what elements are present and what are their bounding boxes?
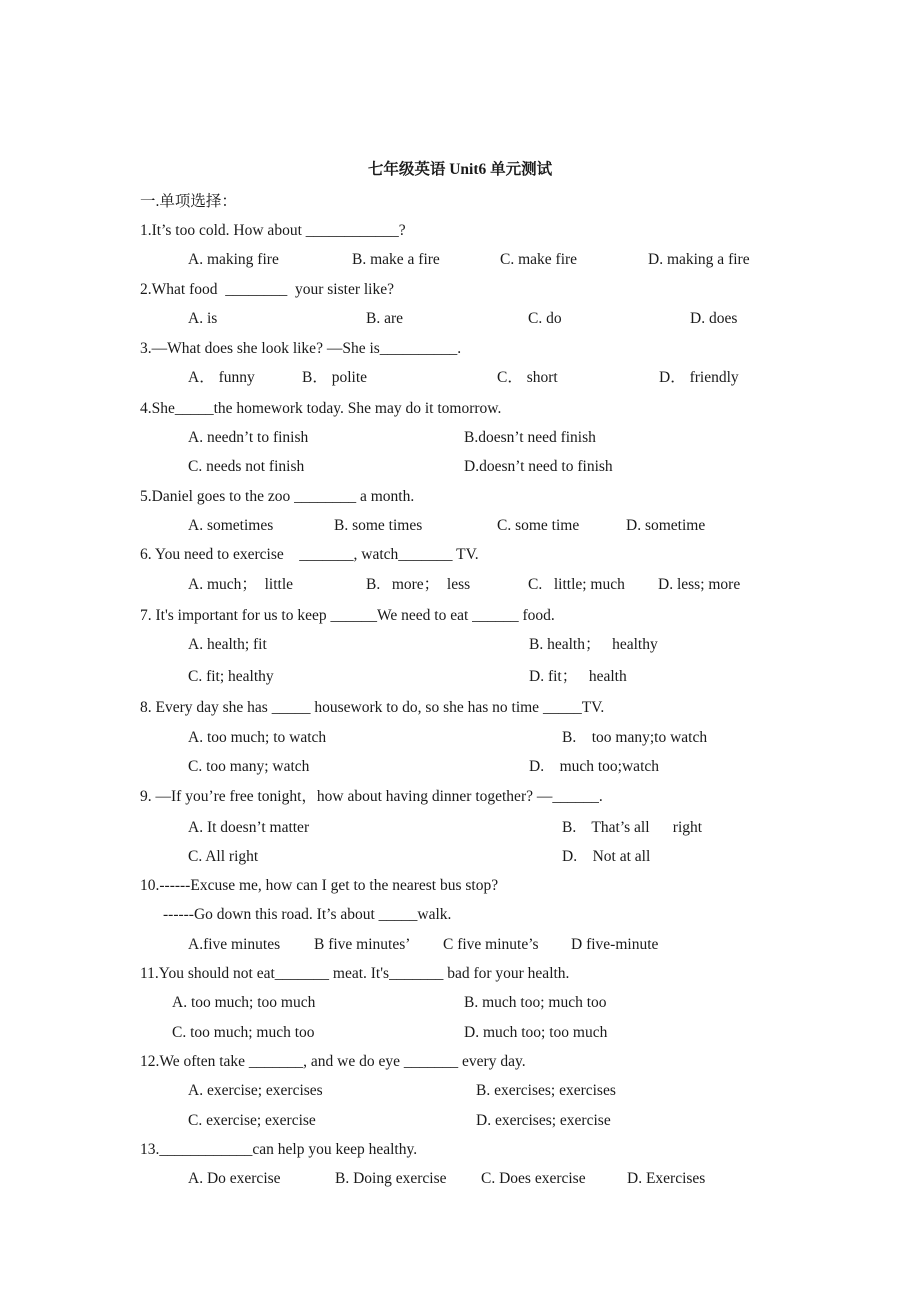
option: D. less; more	[658, 576, 741, 593]
option: A. Do exercise	[188, 1170, 281, 1187]
option: D. exercises; exercise	[476, 1112, 611, 1129]
option: C. too much; much too	[172, 1024, 315, 1041]
option: B. Doing exercise	[335, 1170, 447, 1187]
question-9: 9. —If you’re free tonight，how about having dinner together? —______.	[140, 788, 603, 805]
option: C. exercise; exercise	[188, 1112, 316, 1129]
question-4: 4.She_____the homework today. She may do it tomorrow.	[140, 400, 502, 417]
question-8: 8. Every day she has _____ housework to do, so she has no time _____TV.	[140, 699, 605, 716]
question-1: 1.It’s too cold. How about ____________?	[140, 222, 406, 239]
option: C five minute’s	[443, 936, 539, 953]
option: C. some time	[497, 517, 580, 534]
option: B. much too; much too	[464, 994, 607, 1011]
option: A.five minutes	[188, 936, 281, 953]
question-2: 2.What food ________ your sister like?	[140, 281, 394, 298]
option: A. too much; too much	[172, 994, 316, 1011]
question-3: 3.—What does she look like? —She is__________.	[140, 340, 462, 357]
option: A. needn’t to finish	[188, 429, 309, 446]
option: B. make a fire	[352, 251, 440, 268]
option: B.doesn’t need finish	[464, 429, 596, 446]
option: C. All right	[188, 848, 259, 865]
option: C. do	[528, 310, 562, 327]
option: A. too much; to watch	[188, 729, 327, 746]
option: B. exercises; exercises	[476, 1082, 616, 1099]
option: C. too many; watch	[188, 758, 310, 775]
option: C. fit; healthy	[188, 668, 274, 685]
option: D.doesn’t need to finish	[464, 458, 613, 475]
option: A. sometimes	[188, 517, 274, 534]
option: B. too many;to watch	[562, 729, 708, 746]
question-12: 12.We often take _______, and we do eye _______ every day.	[140, 1053, 526, 1070]
option: D. does	[690, 310, 738, 327]
option: D. Exercises	[627, 1170, 706, 1187]
option: D. making a fire	[648, 251, 750, 268]
option: B． polite	[302, 369, 368, 386]
question-7: 7. It's important for us to keep ______We need to eat ______ food.	[140, 607, 555, 624]
option: C. Does exercise	[481, 1170, 586, 1187]
option: C． short	[497, 369, 558, 386]
option: B. health； healthy	[529, 636, 658, 653]
option: A. exercise; exercises	[188, 1082, 323, 1099]
option: A. It doesn’t matter	[188, 819, 310, 836]
option: B five minutes’	[314, 936, 411, 953]
option: D. much too; too much	[464, 1024, 608, 1041]
question-10-reply: ------Go down this road. It’s about _____walk.	[163, 906, 452, 923]
question-13: 13.____________can help you keep healthy.	[140, 1141, 418, 1158]
page-title: 七年级英语 Unit6 单元测试	[367, 161, 553, 178]
question-11: 11.You should not eat_______ meat. It's_______ bad for your health.	[140, 965, 570, 982]
option: A. much； little	[188, 576, 294, 593]
option: C. make fire	[500, 251, 578, 268]
question-6: 6. You need to exercise _______, watch_______ TV.	[140, 546, 479, 563]
option: B. That’s all right	[562, 819, 703, 836]
option: A. making fire	[188, 251, 279, 268]
option: C. little; much	[528, 576, 625, 593]
question-10: 10.------Excuse me, how can I get to the nearest bus stop?	[140, 877, 499, 894]
option: C. needs not finish	[188, 458, 305, 475]
section-heading: 一.单项选择：	[140, 193, 237, 210]
option: B. some times	[334, 517, 423, 534]
option: B. more； less	[366, 576, 471, 593]
option: D. sometime	[626, 517, 706, 534]
option: A. is	[188, 310, 218, 327]
option: D. much too;watch	[529, 758, 660, 775]
option: A. health; fit	[188, 636, 267, 653]
question-5: 5.Daniel goes to the zoo ________ a month.	[140, 488, 415, 505]
option: B. are	[366, 310, 404, 327]
option: D. Not at all	[562, 848, 651, 865]
option: D five-minute	[571, 936, 659, 953]
option: D． friendly	[659, 369, 739, 386]
option: A． funny	[188, 369, 255, 386]
option: D. fit； health	[529, 668, 627, 685]
